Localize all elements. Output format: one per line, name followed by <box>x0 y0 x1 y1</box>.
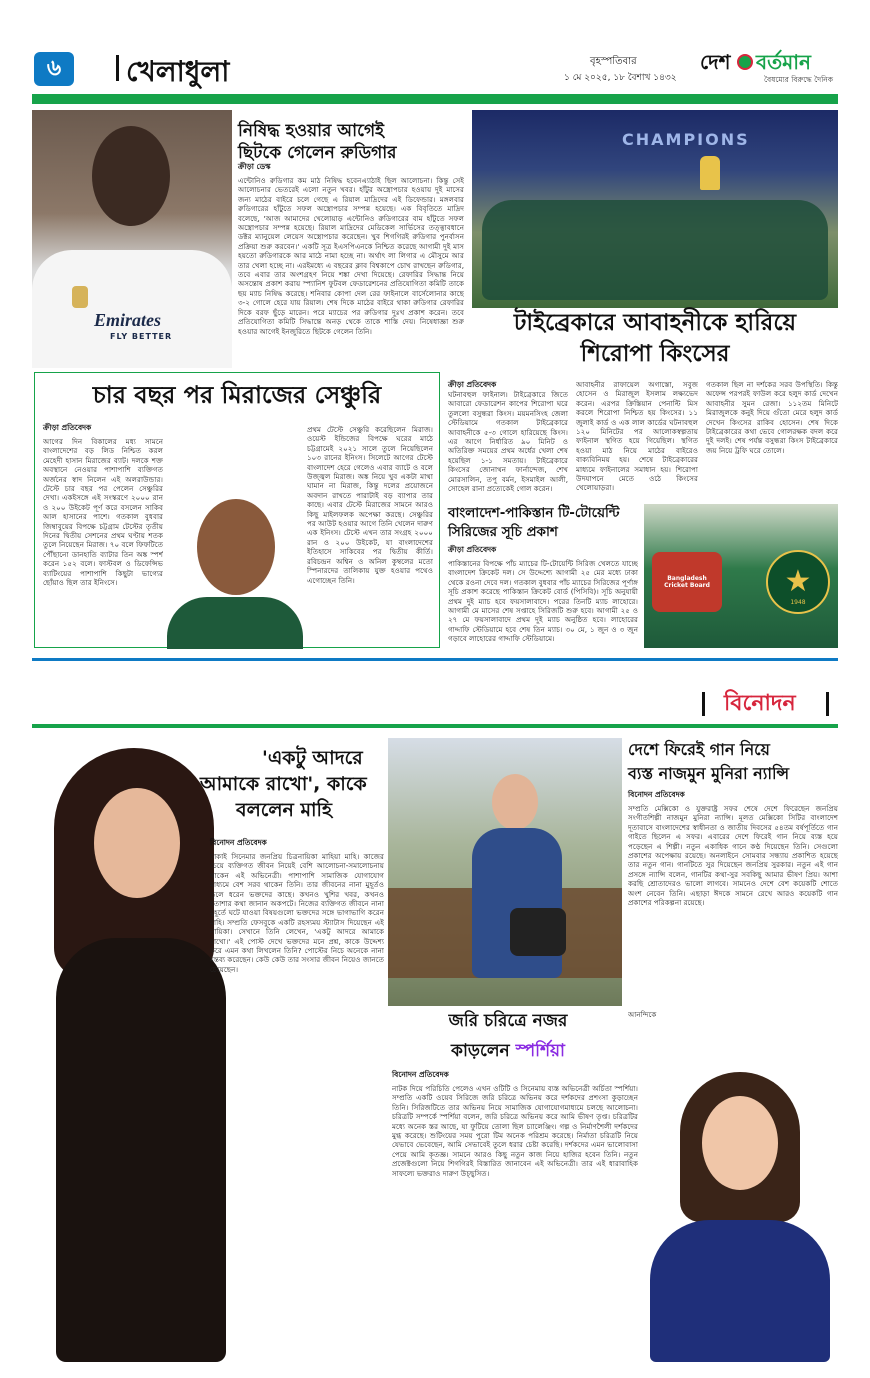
masthead-rule-green <box>32 94 838 104</box>
rudiger-body: এন্টোনিও রুডিগার কম মাঠ নিষিদ্ধ হবেনএ্যাঠাই ছিল আলোচনা। কিন্তু সেই আলোচনার ভেতরেই এলো নতুন খবর। হাঁটুর অস্ত্রোপচার হওয়ায় দুই মাসের জন্য মাঠের বাইরে চলে গেছে এ রিয়াল মাদ্রিদের এই ডিফেন্ডার। মঙ্গলবার রুডিগারের হাঁটুতে সফল অস্ত্রোপচার সম্পন্ন হয়েছে। এক বিবৃতিতে মাদ্রিদ বলেছে, 'আজ আমাদের খেলোয়াড় এন্টোনিও রুডিগারের বাম হাঁটুতে সফল অস্ত্রোপচার সম্পন্ন হয়েছে। রিয়াল মাদ্রিদের মেডিকেল সার্ভিসের তত্ত্বাবধানে ডক্টর ম্যানুয়েল লেয়েস অস্ত্রোপচার করেছেন। খুব শিগগিরই রুডিগার পুনর্বাসন প্রক্রিয়া শুরু করবেন।' একটি সূত্র ইএসপিএনকে নিশ্চিত করেছে আগামী দুই মাস হয়তো রুডিগারকে আর মাঠে নামা হচ্ছে না। অর্থাৎ লা লিগার এ মৌসুমে আর তার খেলা হচ্ছে না। এরইমধ্যে এ বছরের ক্লাব বিশ্বকাপে চোখ রাখছেন রুডিগার, তবে এবার তার অংশগ্রহণ নিয়ে শঙ্কা দেখা দিয়েছে। রেফারির সিদ্ধান্ত নিয়ে অসন্তোষ প্রকাশ করায় স্প্যানিশ ফুটবল ফেডারেশনের প্রতিযোগিতা কমিটি তাকে ছয় ম্যাচ নিষিদ্ধ করেছে। শনিবার কোপা দেল রের ফাইনালে বার্সেলোনার কাছে ৩-২ গোলে হেরে যায় রিয়াল। শেষ দিকে মাঠের বাইরে থাকা রুডিগার রেফারির দিকে বরফ ছুঁড়ে মারেন। পরে ম্যাচের পর রুডিগার দুঃখ প্রকাশ করেন। তবে প্রতিযোগিতা কমিটি সিদ্ধান্তে অনড় থেকে তাকে শাস্তি দেয়। নিষেধাজ্ঞা শুরু হওয়ার আগেই ইনজুরিতে ছিটকে গেলেন তিনি। <box>238 176 464 336</box>
sparsha-body: নাটক দিয়ে পরিচিতি পেলেও এখন ওটিটি ও সিনেমায় ব্যস্ত অভিনেত্রী অর্চিতা স্পর্শিয়া। সম্প্রতি একটি ওয়েব সিরিজে জরি চরিত্রে অভিনয় করে দর্শকদের প্রশংসা কুড়াচ্ছেন তিনি। সিরিজটিতে তার অভিনয় নিয়ে সামাজিক যোগাযোগমাধ্যমে চলছে আলোচনা। চরিত্রটি সম্পর্কে স্পর্শিয়া বলেন, জরি চরিত্রে অভিনয় করে আমি ভীষণ তৃপ্ত। চরিত্রটির মধ্যে অনেক স্তর আছে, যা ফুটিয়ে তোলা ছিল চ্যালেঞ্জিং। গল্প ও নির্মাণশৈলী দর্শকদের মুগ্ধ করেছে। শুটিংয়ের সময় পুরো টিম অনেক পরিশ্রম করেছে। নির্মাতা চরিত্রটি নিয়ে যেভাবে ভেবেছেন, আমি সেভাবেই তুলে ধরার চেষ্টা করেছি। দর্শকদের এমন ভালোবাসা পেয়ে আমি কৃতজ্ঞ। সামনে আরও কিছু নতুন কাজ নিয়ে হাজির হবেন তিনি। নতুন প্রজেক্টগুলো নিয়ে শিগগিরই বিস্তারিত জানাবেন এই অভিনেত্রী। তার এই ধারাবাহিক সাফল্যে ভক্তরাও দারুণ উচ্ছ্বসিত। <box>392 1084 638 1178</box>
champions-title-line2: শিরোপা কিংসের <box>580 341 730 367</box>
sparsha-photo <box>640 1050 838 1362</box>
section-title: খেলাধুলা <box>126 55 230 88</box>
binodon-header <box>700 686 838 720</box>
sparsha-title-name: স্পর্শিয়া <box>515 1041 565 1061</box>
masthead <box>0 0 870 108</box>
sparsha-byline: বিনোদন প্রতিবেদক <box>392 1070 449 1079</box>
jersey-brand: Emirates <box>94 310 162 330</box>
miraz-title: চার বছর পর মিরাজের সেঞ্চুরি <box>92 381 382 409</box>
sparsha-title-box <box>408 1006 608 1070</box>
binodon-rule-bottom <box>32 724 838 728</box>
binodon-bar-right <box>826 692 829 716</box>
rudiger-article <box>238 162 464 362</box>
champions-banner: CHAMPIONS <box>622 130 750 149</box>
champions-title-box <box>472 308 838 376</box>
nazmun-photo <box>388 738 622 1006</box>
nazmun-title-line1: দেশে ফিরেই গান নিয়ে <box>628 740 770 759</box>
miraz-photo <box>167 489 303 649</box>
mahi-title-line3: বললেন মাহি <box>236 799 332 821</box>
real-madrid-crest-icon <box>72 286 88 308</box>
brand-emblem-icon <box>737 54 753 70</box>
pcb-star-icon: ★ <box>784 564 812 599</box>
sparsha-title-prefix: কাড়লেন <box>451 1041 516 1061</box>
nazmun-tail: আনন্দিকে <box>628 1010 657 1019</box>
binodon-bar-left <box>702 692 705 716</box>
pcb-year: 1948 <box>790 599 806 606</box>
bangladesh-pakistan-photo <box>644 504 838 648</box>
mahi-dress-shape <box>56 938 226 1362</box>
series-title-line2: সিরিজের সূচি প্রকাশ <box>448 524 558 540</box>
bcb-logo-text: Bangladesh Cricket Board <box>664 575 710 589</box>
rudiger-photo <box>32 110 232 368</box>
miraz-jersey-shape <box>167 597 303 649</box>
kings-trophy-photo <box>472 110 838 308</box>
rudiger-head-shape <box>92 126 170 226</box>
mahi-byline: বিনোদন প্রতিবেদক <box>210 838 267 847</box>
miraz-byline: ক্রীড়া প্রতিবেদক <box>43 423 92 432</box>
miraz-left-col <box>43 423 163 643</box>
brand-tagline: বৈষম্যের বিরুদ্ধে দৈনিক <box>764 75 834 84</box>
nazmun-face-shape <box>492 774 538 830</box>
rudiger-title-line2: ছিটকে গেলেন রুডিগার <box>238 143 397 163</box>
champions-col3: গতকাল ছিল না দর্শকের সরব উপস্থিতি। কিন্তু অফেন্স পরপরই ফাউল করে হলুদ কার্ড দেখেন আবাহনীর সুমন রেজা। ১১২তম মিনিটে মিরাজুলকে কনুই দিয়ে গুঁতো মেরে হলুদ কার্ড দেখেন কিংসের রাকিব হোসেন। শেষ দিকে টাইব্রেকারের কথা ভেবে গোলরক্ষক বদল করে দুই দলই। শেষ পর্যন্ত বসুন্ধরা কিংস টাইব্রেকারে জয় নিয়ে ট্রফি ঘরে তোলে। <box>706 380 838 455</box>
trophy-icon <box>700 156 720 190</box>
rudiger-title-line1: নিষিদ্ধ হওয়ার আগেই <box>238 121 384 141</box>
pcb-logo <box>766 550 830 614</box>
nazmun-article <box>628 738 838 1038</box>
brand-left: দেশ <box>700 50 731 74</box>
miraz-head-shape <box>197 499 275 595</box>
series-title-line1: বাংলাদেশ-পাকিস্তান টি-টোয়েন্টি <box>448 505 620 521</box>
mahi-body: ঢাকাই সিনেমার জনপ্রিয় চিত্রনায়িকা মাহিয়া মাহি। কাজের চেয়ে ব্যক্তিগত জীবন নিয়েই বেশি আলোচনা-সমালোচনায় থাকেন এই অভিনেত্রী। পাশাপাশি সামাজিক যোগাযোগ মাধ্যমে বেশ সরব থাকেন তিনি। তার জীবনের নানা মুহূর্তও তুলে ধরেন ভক্তদের কাছে। কখনও খুশির খবর, কখনও হতাশার কথা জানান অকপটে। নিজের ব্যক্তিগত জীবনে নানা মুহূর্তে ঘটে যাওয়া বিষয়গুলো ভক্তদের সঙ্গে ভাগাভাগি করেন মাহি। সম্প্রতি ফেসবুকে একটি রহস্যময় স্ট্যাটাস দিয়েছেন এই নায়িকা। সেখানে তিনি লেখেন, 'একটু আদরে আমাকে রাখো।' এই পোস্ট দেখে ভক্তদের মনে প্রশ্ন, কাকে উদ্দেশ্য করে এমন কথা লিখলেন তিনি? পোস্টের নিচে অনেকে নানা মন্তব্য করেছেন। কেউ কেউ তার সংসার জীবন নিয়েও জানতে চেয়েছেন। <box>210 852 384 974</box>
champions-col1: ঘটনাবহুল ফাইনাল। টাইব্রেকারে জিতে আবারো ফেডারেশন কাপের শিরোপা ঘরে তুললো বসুন্ধরা কিংস। ময়মনসিংহ জেলা স্টেডিয়ামে গতকাল টাইব্রেকারে আবাহনীকে ৫-৩ গোলে হারিয়েছে কিংস। এর আগে নির্ধারিত ৯০ মিনিট ও অতিরিক্ত সময়ের প্রথম অর্ধের খেলা শেষ হয়েছিল ১-১ সমতায়। টাইব্রেকারে কিংসের জোনাথন ফার্নান্দেজ, শেখ মোরসালিন, তপু বর্মন, ইসমাইল আলী, সোহেল রানা প্রত্যেকেই গোল করেন। <box>448 390 568 494</box>
mahi-article <box>210 838 384 1158</box>
sparsha-dress-shape <box>650 1220 830 1362</box>
sparsha-title-line1: জরি চরিত্রে নজর <box>448 1011 568 1031</box>
players-group-shape <box>482 200 828 300</box>
page-number-box <box>34 52 74 86</box>
nazmun-byline: বিনোদন প্রতিবেদক <box>628 790 685 799</box>
mahi-title-line1: 'একটু আদরে <box>262 747 363 769</box>
nazmun-body: সম্প্রতি মেক্সিকো ও যুক্তরাষ্ট্র সফর শেষে দেশে ফিরেছেন জনপ্রিয় সংগীতশিল্পী নাজমুন মুনিরা ন্যান্সি। মূলত মেক্সিকো সিটির বাংলাদেশ দূতাবাসে বাংলাদেশের স্বাধীনতা ও জাতীয় দিবসের ৫৪তম বর্ষপূর্তিতে গান গাইতে ছিলেন এ সফর। এবারের দেশে ফিরেই গান নিয়ে ব্যস্ত হয়ে পড়েছেন এ শিল্পী। নতুন একাধিক গানে কণ্ঠ দিয়েছেন তিনি। সেগুলো প্রকাশের অপেক্ষায় রয়েছে। অনলাইনে সোমবার সন্ধ্যায় প্রকাশিত হয়েছে তার নতুন গান। গানটিতে সুর দিয়েছেন জনপ্রিয় সুরকার। নতুন এই গান প্রসঙ্গে ন্যান্সি বলেন, গানটির কথা-সুর সবকিছু আমার ভীষণ প্রিয়। আশা করছি শ্রোতাদেরও ভালো লাগবে। সামনেও দেশে বেশ কয়েকটি শোতে অংশ নেবেন তিনি। এছাড়া ঈদকে সামনে রেখে আরও কয়েকটি গান প্রকাশের পরিকল্পনা রয়েছে। <box>628 804 838 908</box>
miraz-left-body: আগের দিন বিকালের মধ্য সামনে বাংলাদেশের বড় লিড নিশ্চিত করল মেহেদী হাসান মিরাজের ব্যাট। দলকে শক্ত অবস্থানে নেওয়ার পাশাপাশি ব্যক্তিগত অর্জনের স্বাদ নিলেন এই অলরাউন্ডার। টেস্টে চার বছর পর পেলেন সেঞ্চুরির দেখা। একইসঙ্গে এই সংস্করণে ২০০০ রান ও ২০০ উইকেট পূর্ণ করে বসলেন সাকিব আল হাসানের পাশে। গতকাল বুধবার জিম্বাবুয়ের বিপক্ষে চট্টগ্রাম টেস্টের তৃতীয় দিনের দ্বিতীয় সেশনের প্রথম ঘণ্টায় শতক তুলে নিয়েছেন মিরাজ। ৭০ বলে ফিফটিতে পৌঁছানো ডানহাতি ব্যাটার তিন অঙ্ক স্পর্শ করেন ১৫২ বলে। ফাস্টবল ও ডিফেন্সিভ ব্যাটিংয়ের পাশাপাশি কিছুটা ভাগ্যের ছোঁয়াও ছিল তার ইনিংসে। <box>43 437 163 588</box>
sparsha-title-line2 <box>408 1036 608 1066</box>
issue-day: বৃহস্পতিবার <box>590 56 637 67</box>
champions-byline: ক্রীড়া প্রতিবেদক <box>448 380 497 389</box>
handbag-shape <box>510 908 566 956</box>
champions-article <box>448 380 838 500</box>
section-divider <box>116 55 119 81</box>
series-byline: ক্রীড়া প্রতিবেদক <box>448 545 497 554</box>
champions-title-line1: টাইব্রেকারে আবাহনীকে হারিয়ে <box>513 310 797 336</box>
page-number: ৬ <box>46 55 62 81</box>
miraz-box <box>34 372 440 648</box>
binodon-label: বিনোদন <box>724 691 796 716</box>
brand-logo <box>700 48 870 92</box>
sparsha-face-shape <box>702 1096 778 1190</box>
miraz-right-body: প্রথম টেস্টে সেঞ্চুরি করেছিলেন মিরাজ। ওয়েস্ট ইন্ডিজের বিপক্ষে ঘরের মাঠে চট্টগ্রামেই ২০২১ সালে তুলে নিয়েছিলেন ১০৩ রানের ইনিংস। সিলেটে আগের টেস্টে বাংলাদেশ হেরে গেলেও এবার ব্যাটে ও বলে উজ্জ্বল মিরাজ। অঙ্ক নিয়ে খুব একটা মাথা ঘামান না মিরাজ, কিন্তু দলের প্রয়োজনে অবদান রাখতে পারাটাই বড় ব্যাপার তার কাছে। এবার টেস্টে মিরাজের সামনে আরও কিছু মাইলফলক অপেক্ষা করছে। সেঞ্চুরির পর আউট হওয়ার আগে তিনি খেলেন দারুণ এক ইনিংস। টেস্টে এখন তার সংগ্রহ ২০০০ রান ও ২০০ উইকেট, যা বাংলাদেশের ইতিহাসে সাকিবের পর দ্বিতীয় কীর্তি। রবিচন্দ্রন অশ্বিন ও অনিল কুম্বলের মতো স্পিনারদের তালিকায় যুক্ত হওয়ার পথেও এগোচ্ছেন তিনি। <box>307 425 433 585</box>
series-body: পাকিস্তানের বিপক্ষে পাঁচ ম্যাচের টি-টোয়েন্টি সিরিজ খেলতে যাচ্ছে বাংলাদেশ ক্রিকেট দল। সে উদ্দেশ্যে আগামী ২৫ মের মধ্যে ঢাকা থেকে রওনা দেবে দল। গতকাল বুধবার পাঁচ ম্যাচের সিরিজের পূর্ণাঙ্গ সূচি প্রকাশ করেছে পাকিস্তান ক্রিকেট বোর্ড (পিসিবি)। সূচি অনুযায়ী প্রথম দুই ম্যাচ হবে ফয়সালাবাদে। পরের তিনটি ম্যাচ লাহোরে। আগামী মে মাসের শেষ সপ্তাহে সিরিজটি শুরু হবে। আগামী ২৫ ও ২৭ মে ফয়সালাবাদে প্রথম দুই ম্যাচ অনুষ্ঠিত হবে। লাহোরের গাদ্দাফি স্টেডিয়ামে হবে শেষ তিন ম্যাচ। ৩০ মে, ১ জুন ও ৩ জুন গড়াবে লাহোরের গাদ্দাফি স্টেডিয়ামে। <box>448 559 638 644</box>
mahi-face-shape <box>94 788 180 898</box>
mahi-title-line2: আমাকে রাখো', কাকে <box>200 773 367 795</box>
jersey-sub: FLY BETTER <box>110 332 173 341</box>
rudiger-jersey-shape <box>32 250 232 368</box>
champions-col2: আবাহনীর রাফায়েল অগাস্তো, সবুজ হোসেন ও মিরাজুল ইসলাম লক্ষ্যভেদ করেন। এরপর ক্রিস্তিয়ান পেনাল্টি মিস করলে শিরোপা নিশ্চিত হয় কিংসের। ১১ জুলাই কার্ড ও এক লাল কার্ডের ঘটনাবহুল ১২০ মিনিটের পর আলোকস্বল্পতায় ফাইনাল স্থগিত হয়ে গিয়েছিল। স্থগিত হওয়া মাঠ নিয়ে মাঠের বাইরেও বাক্যবিনিময় হয়। শেষে টাইব্রেকারের মাধ্যমে ফাইনালের সমাধান হয়। শিরোপা উদযাপনে মেতে ওঠে কিংসের খেলোয়াড়রা। <box>576 380 698 493</box>
series-article <box>448 504 640 648</box>
rudiger-byline: ক্রীড়া ডেস্ক <box>238 162 271 171</box>
sparsha-article <box>392 1070 638 1362</box>
brand-right: বর্তমান <box>756 50 811 74</box>
bcb-logo <box>652 552 722 612</box>
issue-date: ১ মে ২০২৫, ১৮ বৈশাখ ১৪৩২ <box>564 73 677 83</box>
nazmun-title-line2: ব্যস্ত নাজমুন মুনিরা ন্যান্সি <box>628 764 790 783</box>
binodon-rule-blue <box>32 658 838 661</box>
